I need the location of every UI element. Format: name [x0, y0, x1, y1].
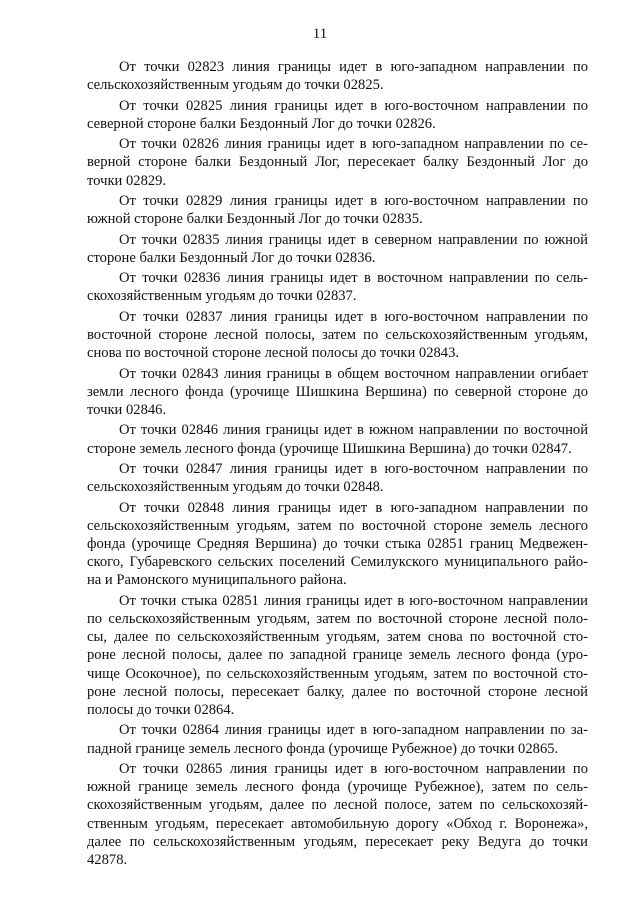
paragraph-line: скохозяйственным угодьям до точки 02837.: [87, 288, 357, 305]
paragraph: [87, 97, 588, 133]
paragraph-line: ского, Губаревского сельских поселений Семилукского муниципального райо-: [87, 554, 588, 571]
document-body: [87, 58, 588, 871]
paragraph-line: От точки 02836 линия границы идет в восточном направлении по сель-: [119, 270, 588, 287]
paragraph-line: От точки стыка 02851 линия границы идет в юго-восточном направлении: [119, 592, 588, 609]
page-number: 11: [312, 26, 328, 42]
paragraph-line: сельскохозяйственным угодьям, затем по восточной стороне земель лесного: [87, 517, 588, 534]
paragraph-line: От точки 02864 линия границы идет в юго-западном направлении по за-: [119, 722, 588, 739]
paragraph-line: далее по сельскохозяйственным угодьям, пересекает реку Ведуга до точки: [87, 833, 588, 850]
paragraph: [87, 365, 588, 420]
paragraph-line: точки 02829.: [87, 172, 167, 189]
paragraph-line: северной стороне балки Бездонный Лог до точки 02826.: [87, 115, 436, 132]
paragraph-line: От точки 02825 линия границы идет в юго-восточном направлении по: [119, 97, 588, 114]
paragraph: [87, 592, 588, 719]
paragraph: [87, 58, 588, 94]
paragraph: [87, 231, 588, 267]
paragraph-line: сельскохозяйственным угодьям до точки 02848.: [87, 479, 384, 496]
paragraph-line: фонда (урочище Средняя Вершина) до точки стыка 02851 границ Медвежен-: [87, 535, 588, 552]
paragraph-line: падной границе земель лесного фонда (урочище Рубежное) до точки 02865.: [87, 740, 559, 757]
paragraph-line: От точки 02829 линия границы идет в юго-восточном направлении по: [119, 192, 588, 209]
paragraph-line: земли лесного фонда (урочище Шишкина Вершина) по северной стороне до: [87, 383, 588, 400]
paragraph-line: южной стороне балки Бездонный Лог до точки 02835.: [87, 211, 423, 228]
paragraph-line: стороне балки Бездонный Лог до точки 02836.: [87, 249, 376, 266]
paragraph-line: чище Осокочное), по сельскохозяйственным угодьям, затем по восточной сто-: [87, 665, 588, 682]
paragraph-line: сельскохозяйственным угодьям до точки 02825.: [87, 77, 384, 94]
paragraph-line: на и Рамонского муниципального района.: [87, 572, 347, 589]
paragraph: [87, 308, 588, 363]
paragraph-line: От точки 02835 линия границы идет в северном направлении по южной: [119, 231, 588, 248]
paragraph-line: От точки 02826 линия границы идет в юго-западном направлении по се-: [119, 136, 588, 153]
paragraph-line: От точки 02865 линия границы идет в юго-восточном направлении по: [119, 760, 588, 777]
paragraph-line: точки 02846.: [87, 401, 167, 418]
paragraph: [87, 499, 588, 590]
paragraph-line: От точки 02847 линия границы идет в юго-восточном направлении по: [119, 460, 588, 477]
paragraph-line: сы, далее по сельскохозяйственным угодьям, затем снова по восточной сто-: [87, 629, 588, 646]
paragraph-line: От точки 02848 линия границы идет в юго-западном направлении по: [119, 499, 588, 516]
paragraph: [87, 760, 588, 869]
paragraph-line: по сельскохозяйственным угодьям, затем по восточной стороне лесной поло-: [87, 610, 588, 627]
paragraph: [87, 721, 588, 757]
paragraph: [87, 135, 588, 190]
paragraph-line: полосы до точки 02864.: [87, 701, 235, 718]
paragraph: [87, 421, 588, 457]
paragraph-line: От точки 02823 линия границы идет в юго-западном направлении по: [119, 59, 588, 75]
paragraph-line: стороне земель лесного фонда (урочище Шишкина Вершина) до точки 02847.: [87, 440, 572, 457]
paragraph-line: южной границе земель лесного фонда (урочище Рубежное), затем по сель-: [87, 779, 588, 796]
paragraph: [87, 460, 588, 496]
paragraph-line: От точки 02846 линия границы идет в южном направлении по восточной: [119, 422, 588, 439]
paragraph-line: снова по восточной стороне лесной полосы до точки 02843.: [87, 345, 460, 362]
paragraph-line: роне лесной полосы, далее по западной границе земель лесного фонда (уро-: [87, 647, 588, 664]
paragraph: [87, 269, 588, 305]
paragraph-line: От точки 02837 линия границы идет в юго-восточном направлении по: [119, 308, 588, 325]
paragraph-line: верной стороне балки Бездонный Лог, пересекает балку Бездонный Лог до: [87, 154, 588, 171]
paragraph-line: От точки 02843 линия границы в общем восточном направлении огибает: [119, 365, 588, 382]
paragraph-line: скохозяйственным угодьям, далее по лесной полосе, затем по сельскохозяй-: [87, 797, 588, 814]
paragraph-line: восточной стороне лесной полосы, затем по сельскохозяйственным угодьям,: [87, 326, 588, 343]
paragraph: [87, 192, 588, 228]
paragraph-line: ственным угодьям, пересекает автомобильную дорогу «Обход г. Воронежа»,: [87, 815, 588, 832]
paragraph-line: роне лесной полосы, пересекает балку, далее по восточной стороне лесной: [87, 683, 588, 700]
paragraph-line: 42878.: [87, 851, 128, 868]
